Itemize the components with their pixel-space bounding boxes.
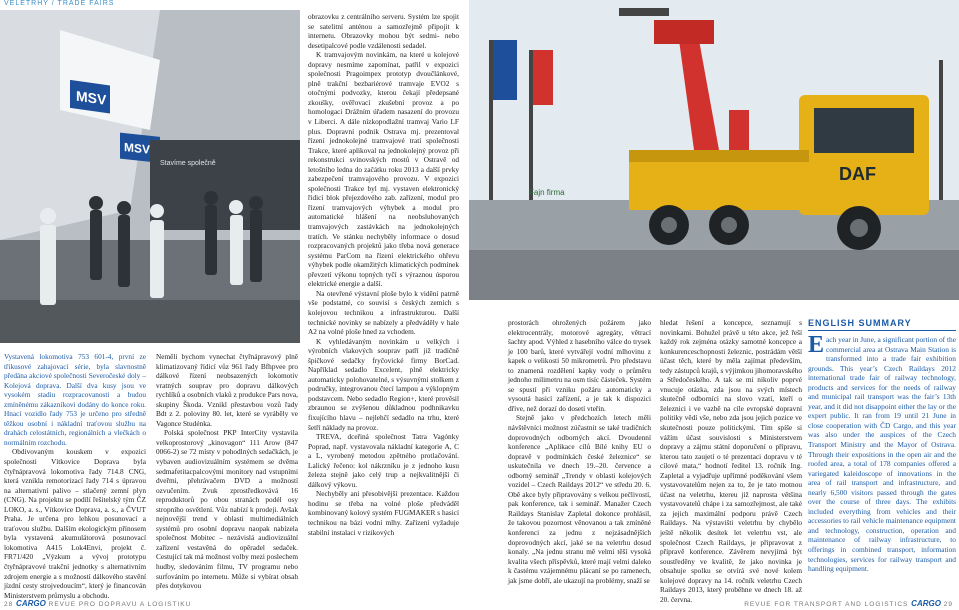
english-summary-title: ENGLISH SUMMARY [808, 318, 956, 331]
paragraph: Stejně jako v předchozích letech měli návštěvníci možnost zúčastnit se také tradičních doprovodných odborných akcí. Dvoudenní konference „Aplikace cílů Bílé knihy EU o dopravě v podmínkách české železnice“ se uskutečnila ve dnech 19.–20. července a odborný seminář „Trendy v oblasti kolejových vozidel – Czech Raildays 2012“ ve středu 20. 6. Obě akce byly připravovány s velkou pečlivostí, pak konference, tak i seminář. Manažer Czech Raildays Stanislav Zapletal dokonce prohlásil, že takovou pozornost věnovanou a tak zmíněné konferenci za jednu z nejzásadnějších doprovodných akcí, jaké se na veletrhu dosud konaly. „Na jednu stranu mě velmi těší vysoká kvalita všech příspěvků, které mají velmi daleko k častému vzájemnému plácaní se po ramenech, jak jsme dobří, ale ukazují na problémy, snaží se [508, 413, 651, 585]
road-rail-truck-photo [469, 0, 959, 300]
truck-illustration [469, 0, 959, 300]
english-summary-text [808, 332, 956, 574]
english-summary-body: ach year in June, a significant portion of the commercial area at Ostrava Main Station is transformed into a trade fair exhibition grounds. This year’s Czech Raildays 2012 international trade fair of railway technology, products and services for the needs of railway and municipal rail transport was the fair’s 13th year, and it did not disappoint either the lay or the expert public. It ran from 19 until 21 June in close cooperation with ČD Cargo, and this year was also under the auspices of the Czech Transport Ministry and the Mayor of Ostrava. Through their expositions in the open air and the roofed area, a total of 178 companies offered a variegated kaleidoscope of innovations in the area of rail transport and infrastructure, and nearly 6,500 visitors passed through the gates over the course of three days. The exhibits included everything from vehicles and their accessories to rail vehicle maintenance equipment and technology, construction, operation and maintenance of railway infrastructure, to offerings in combined transport, information technologies, services for railway transport and handling equipment. [808, 335, 956, 574]
column-2 [156, 352, 298, 591]
paragraph: Polská společnost PKP InterCity vystavila velkoprostorový „kinovagon“ 111 Arow (847 0066-2) se 72 místy v pohodlných sedačkách, je vybaven audiovizuálním systémem se dvěma sedmafetitacpalcovými monitory nad vstupními dveřmi, přehrávačem DVD a možností ozvučením. Zvuk zprostředkovává 16 reproduktorů po obou stranách podél osy stropního osvětlení. Vůz nabízí k prodeji. Avšak nejnovější trend v oblasti multimediálních systémů pro osobní dopravu naopak nabízela společnost Mobitec – nezávislá audiovizuální zařízení vestavěná do opěradel sedaček. Cestující tak má možnost volby mezi poslechem hudby, sledováním filmu, TV programu nebo surfováním po internetu. Může si vybírat obsah přes dotykovou [156, 428, 298, 591]
page-number-left: 28 [4, 601, 14, 608]
msv-logo-text-2: MSV [124, 140, 150, 157]
booth-sign-text: Stavíme společně [160, 160, 216, 167]
column-4 [508, 318, 651, 585]
exhibition-booth-photo [0, 10, 300, 343]
column-3 [308, 12, 459, 537]
english-summary [808, 318, 956, 596]
drop-cap: E [808, 332, 825, 358]
paragraph: K tramvajovým novinkám, na které u kolejové dopravy nesmíme zapomínat, patřil v expozici společnosti Pragoimpex prototyp dvoučlánkové, plně trakční bezbariérové tramvaje EVO2 s otočnými podvozky, kterou čekají předepsané zkoušky, ověřovací zkušební provoz a po homologaci Drážním úřadem nasazení do provozu v Liberci. A dále nízkopodlažní tramvaj Vario LF plus. Dopravní podnik Ostrava mj. prezentoval řízení jednokolejné tramvajové tratí společnosti Trakce, které aplikoval na jednokolejný provoz při rekonstrukci svinovských mostů v Ostravě od letošního ledna do začátku roku 2013 a další prvky zabezpečení tramvajového provozu. V expozici společnosti Trakce byl mj. vystaven elektronický řídicí blok přejezdového zab. zařízení, modul pro řízení tramvajových výhybek a modul pro automatické hlášení na neobsluhovaných tramvajových zastávkách na jednokolejných tratích. Ve stánku nechyběly informace o dosud rozpracovaných projektů jako třeba nová generace systému ParCom na řízení elektrického ohřevu výhybek podle okamžitých klimatických podmínek převzetí výkonu topných tyčí s výraznou úsporou elektrické energie a další. [308, 50, 459, 289]
photo-caption: Vystavená lokomotiva 753 601-4, první ze třikusové zahajovací série, byla slavnostně předána akciové společnosti Severočeské doly – Kolejová doprava. Další dva kusy jsou ve vysokém stadiu rozpracovanosti a budou zmíněnému zákazníkovi dodány do konce roku. Hnací vozidlo řady 753 je určeno pro středně těžkou osobní i nákladní traťovou službu na drahách celostátních, regionálních a vlečkách o normálním rozchodu. [4, 352, 146, 447]
paragraph: Neměli bychom vynechat čtyřnápravový plně klimatizovaný řídicí vůz 961 řady Bfhpvee pro dálkové řízení neobsazených lokomotiv vratných souprav pro dopravu dálkových rychlíků a osobních vlaků z produkce Pars nova, skupiny Škoda. Vznikl přestavbou vozů řady Bdt z 2. poloviny 80. let, které se vyráběly ve Vagonce Studénka. [156, 352, 298, 428]
paragraph: hledat řešení a koncepce, seznamují s novinkami. Bohužel právě u této akce, jež řeší každý rok zejména otázky samotné koncepce a konkurenceschopnosti železnic, postrádám větší účast těch, které by měla zajímat především, tedy zástupců krajů, s výjimkou jihomoravského a Středočeského. A tak se mi nikoliv poprvé vnucuje otázka, zda jsou na svých místech skutečně odborníci na slovo vzatí, kteří o železnici i ve vazbě na cíle evropské dopravní politiky vědí vše, nebo zda jsou jejich pozice ve skutečnosti pouze politickými. Tím spíše si vážím účast souvislosti s Ministerstvem dopravy a zájmu státní doporučení o přípravu, kterou tato zaujetí o té prezentaci dopravu v té cílové mata,“ hodnotí ředitel 13. ročník Ing. Zapletal a vyjadřuje upřímné poděkování všem vystavovatelům nejen za to, že je tato motnou účast na veletrhu, ktereu již naprosta většina vystavovatelů chápe i za samozřejmost, ale také za jejich maximální podporu právě Czech Raildays. Na výstavišti veletrhu by chybělo ještě několik desítek let veletrhu vst, ale společnost Czech Raildays, je připravovat z přípravě konference. Závěrem nevyjímá být soustředěny ve kvalitě, že jako novinka je obsahuje spolku se otvírá své nové kolem kolejové dopravy na 14. ročník veletrhu Czech Raildays 2013, který proběhne ve dnech 18. až 20. června. [660, 318, 802, 604]
booth-illustration [0, 10, 300, 343]
column-1 [4, 352, 146, 600]
footer-left [4, 599, 191, 608]
banner-text: Fajn firma [529, 188, 565, 197]
paragraph: obrazovku z centrálního serveru. Systém lze spojit se satelitní anténou a samozřejmě připojit k internetu. Obrazovky mohou být sedmi- nebo desetipalcové podle vzdálenosti sedadel. [308, 12, 459, 50]
paragraph: Na otevřené výstavní ploše bylo k vidění patrně vše podstatné, co souvisí s českých zemích s kolejovou technikou a infrastrukturou. Další technické novinky se nabízely a předváděly v hale A2 na volné ploše hned za vchodem. [308, 288, 459, 337]
paragraph: Nechyběly ani přesobivější prezentace. Každou hodinu se třeba na volné ploše předváděl kombinovaný kolový systém FUGMAKER s hasicí technikou na bázi vodní mlhy. Zařízení vyžaduje stabilní instalaci v rizikových [308, 489, 459, 537]
paragraph: Obdivovaným kouskem v expozici společnosti Vítkovice Doprava byla čtyřnápravová lokomotiva řady 714.8 CNG, která vznikla remotorizací řady 714 s úpravou na alternativní palivo – stlačený zemní plyn (CNG). Na projektu se podílí řešitelský tým ČZ LOKO, a. s., Vítkovice Doprava, a. s., a ČVUT Praha. Je určena pro lehkou posunovací a traťovou službu. Dalším ekologickým přínosem byla vystavená akumulátorová posunovací lokomotiva A415 Lok4Envi, projekt č. FR71/420 „Výzkum a vývoj prototypu čtyřnápravové trakční jednotky s alternativním zdrojem energie a s možností dálkového stavění jízdní cesty strojvedoucím“, který je financován Ministerstvem průmyslu a obchodu. [4, 447, 146, 600]
column-5 [660, 318, 802, 604]
paragraph: prostorách ohrožených požárem jako elektrocentrály, motorové agregáty, větrací šachty apod. Výhled z hasebního válce do trysek je 100 barů, které vytvářejí vodní mlhovinu z kapek o velikosti 50 mikrometrů. Pro představu to znamená rozdělení kapky vody o průměru jednoho milimetru na osm tisíc částeček. Systém se spustí při vzniku požáru automaticky a vysoutá hasicí zařízení, a je tak k dispozici dříve, než dorazí do dosetí vteřin. [508, 318, 651, 413]
paragraph: K vyhledávaným novinkám u velkých i výrobních vlakových souprav patří již tradičně špičkové sedačky fryčovické firmy BorCad. Například sedadlo Excelent, plně elektricky automaticky polohovatelné, s výsuvnými stolkem z područky, integrovanou čtecí lampou a výklopným podstavcem. Nebo sedadlo Region+, které prověsil zbraunou se zvýšenou důkladnou podhnikavku fixujícího hlavu – nejlehčí sedadlo na trhu, které šetří náklady na provoz. [308, 336, 459, 432]
footer-left-text: REVUE PRO DOPRAVU A LOGISTIKU [48, 601, 192, 608]
page-number-right: 29 [943, 601, 953, 608]
running-header-left: VELETRHY / TRADE FAIRS [4, 0, 115, 7]
paragraph: TREVA, dceřiná společnost Tatra Vagónky Poprad, např. vystavovala nákladní kategorie A, C a L, vyrobený metodou zpětného protlačování. Lalický řečeno: kol nákrzníku je z jednoho kusu železa stejně jako celý trup a nejkvalitnější či dálkový výkovu. [308, 432, 459, 489]
footer-right-text: REVUE FOR TRANSPORT AND LOGISTICS [744, 601, 909, 608]
footer-right [744, 599, 953, 608]
msv-logo-text: MSV [76, 87, 107, 108]
truck-brand-text: DAF [839, 164, 876, 184]
cargo-logo-right: CARGO [911, 599, 941, 608]
cargo-logo-left: CARGO [16, 599, 46, 608]
